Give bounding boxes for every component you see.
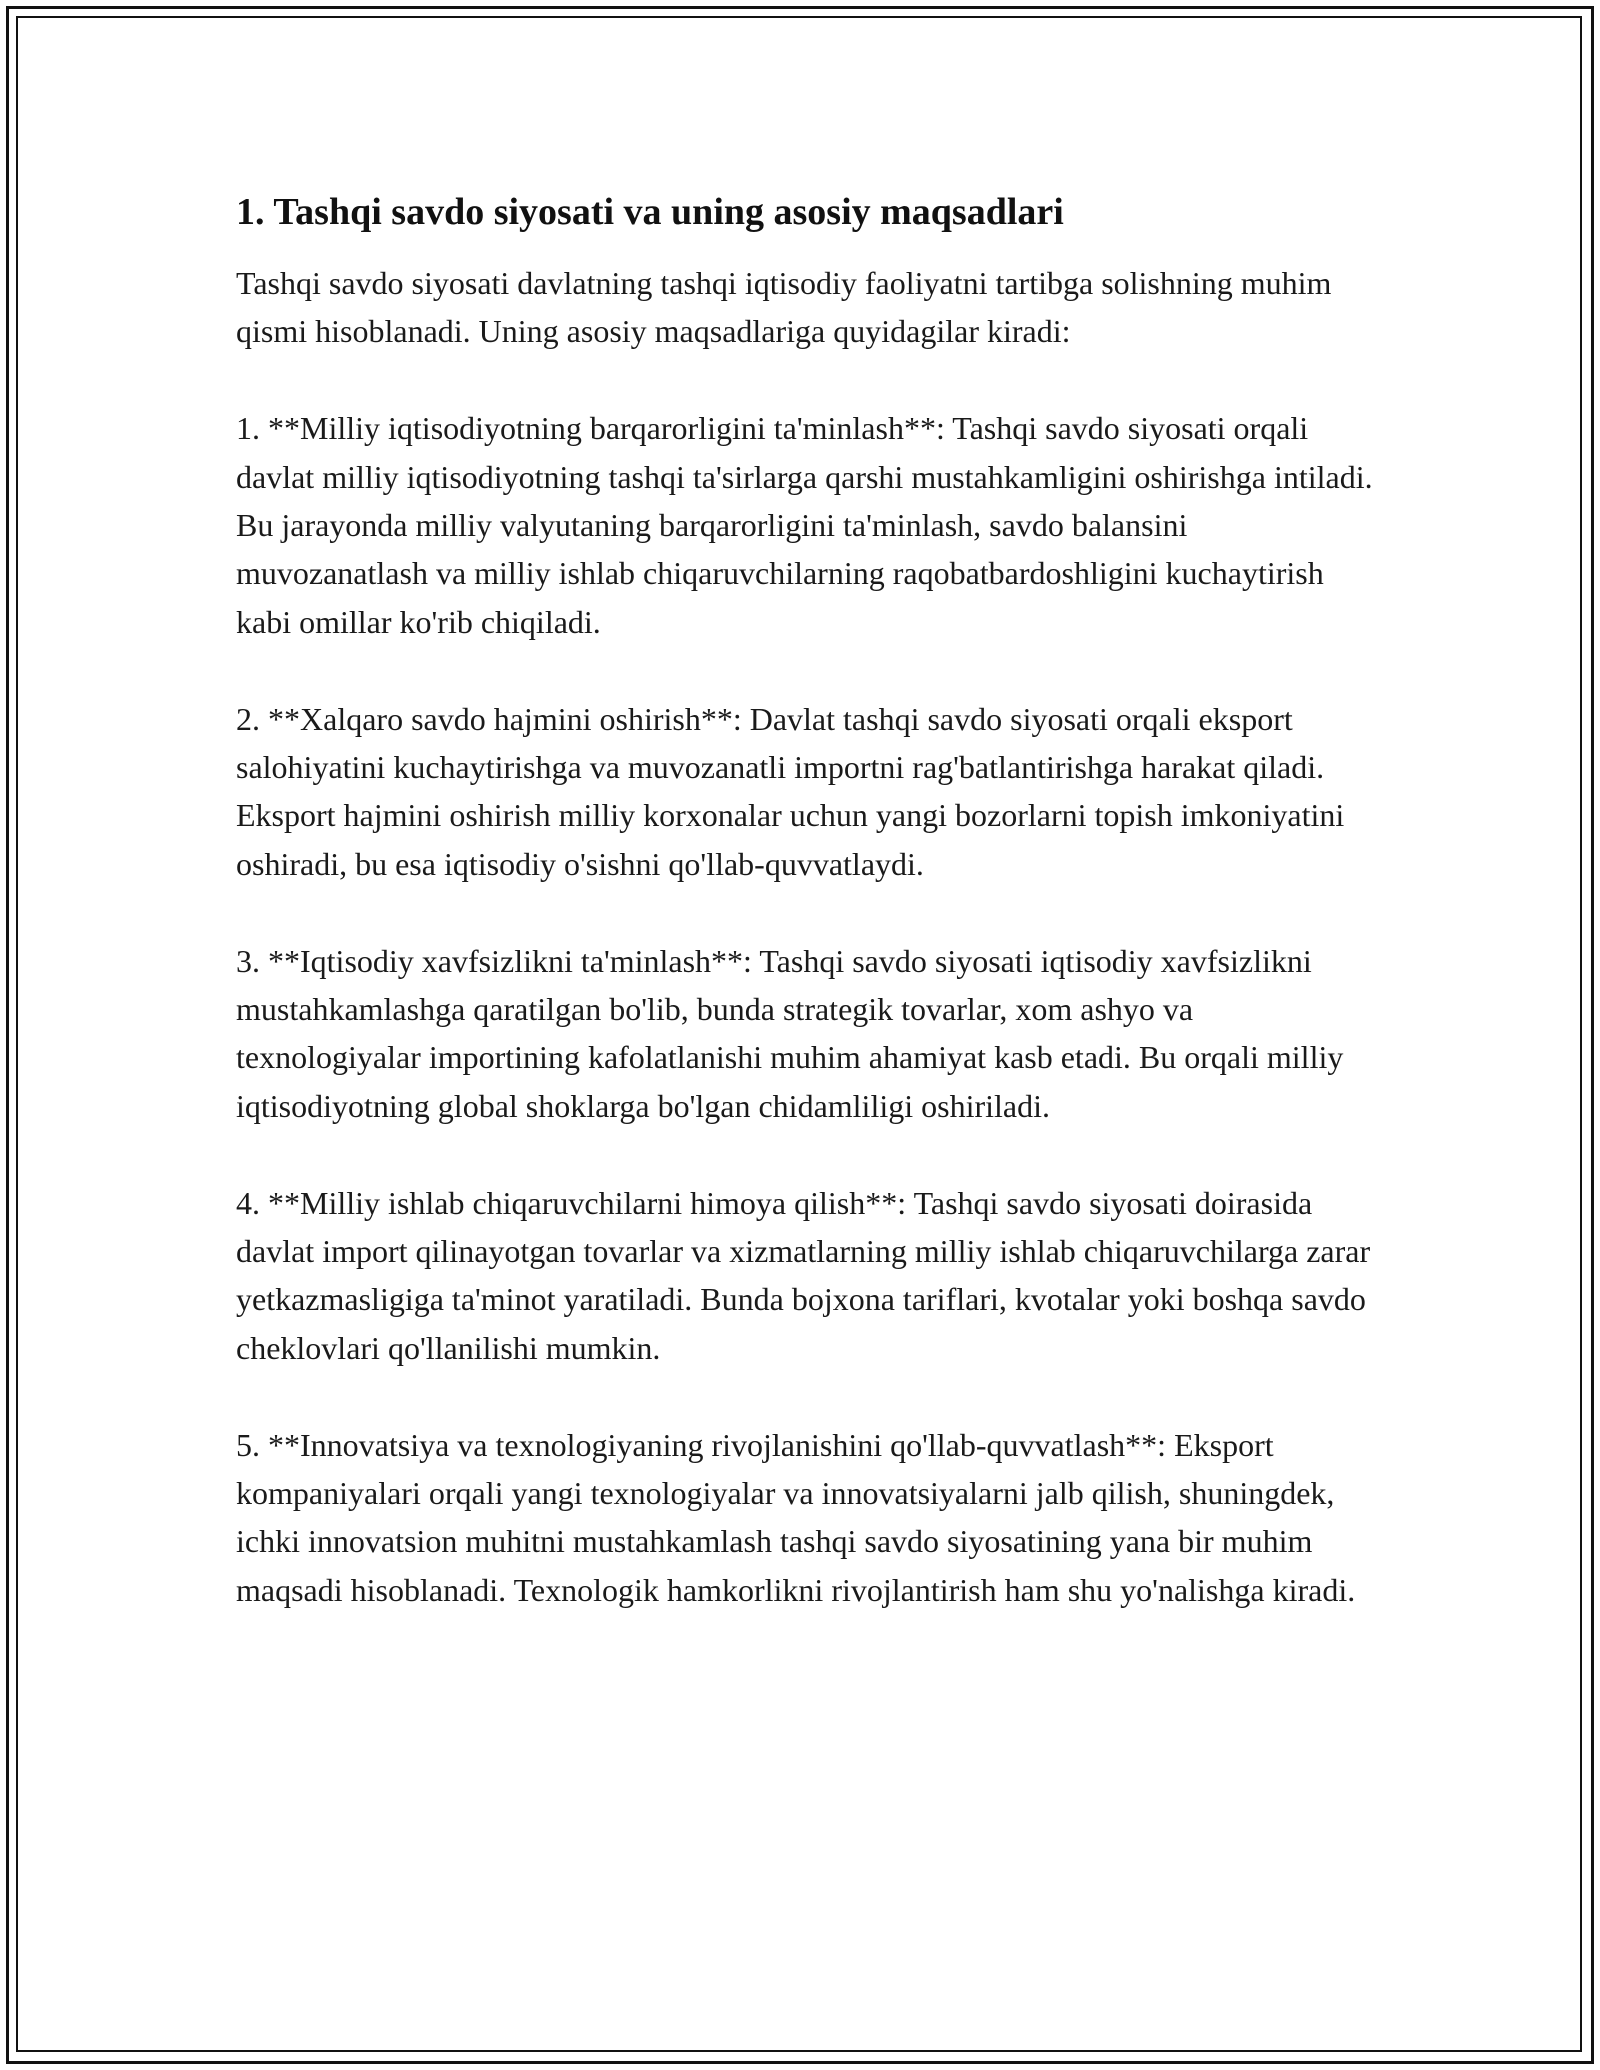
document-body — [236, 188, 1376, 1663]
list-item-3: 3. **Iqtisodiy xavfsizlikni ta'minlash**: Tashqi savdo siyosati iqtisodiy xavfsizlikni mustahkamlashga qaratilgan bo'lib, bunda strategik tovarlar, xom ashyo va texnologiyalar importining kafolatlanishi muhim ahamiyat kasb etadi. Bu orqali milliy iqtisodiyotning global shoklarga bo'lgan chidamliligi oshiriladi. — [236, 942, 1344, 1124]
list-item-5: 5. **Innovatsiya va texnologiyaning rivojlanishini qo'llab-quvvatlash**: Eksport kompaniyalari orqali yangi texnologiyalar va innovatsiyalarni jalb qilish, shuningdek, ichki innovatsion muhitni mustahkamlash tashqi savdo siyosatining yana bir muhim maqsadi hisoblanadi. Texnologik hamkorlikni rivojlantirish ham shu yo'nalishga kiradi. — [236, 1426, 1356, 1608]
list-item-4: 4. **Milliy ishlab chiqaruvchilarni himoya qilish**: Tashqi savdo siyosati doirasida davlat import qilinayotgan tovarlar va xizmatlarning milliy ishlab chiqaruvchilarga zarar yetkazmasligiga ta'minot yaratiladi. Bunda bojxona tariflari, kvotalar yoki boshqa savdo cheklovlari qo'llanilishi mumkin. — [236, 1184, 1371, 1366]
list-item-1: 1. **Milliy iqtisodiyotning barqarorligini ta'minlash**: Tashqi savdo siyosati orqali davlat milliy iqtisodiyotning tashqi ta'sirlarga qarshi mustahkamligini oshirishga intiladi. Bu jarayonda milliy valyutaning barqarorligini ta'minlash, savdo balansini muvozanatlash va milliy ishlab chiqaruvchilarning raqobatbardoshligini kuchaytirish kabi omillar ko'rib chiqiladi. — [236, 410, 1373, 640]
intro-paragraph: Tashqi savdo siyosati davlatning tashqi iqtisodiy faoliyatni tartibga solishning muhim qismi hisoblanadi. Uning asosiy maqsadlariga quyidagilar kiradi: — [236, 265, 1332, 350]
list-item-2: 2. **Xalqaro savdo hajmini oshirish**: Davlat tashqi savdo siyosati orqali eksport salohiyatini kuchaytirishga va muvozanatli importni rag'batlantirishga harakat qiladi. Eksport hajmini oshirish milliy korxonalar uchun yangi bozorlarni topish imkoniyatini oshiradi, bu esa iqtisodiy o'sishni qo'llab-quvvatlaydi. — [236, 700, 1345, 882]
section-heading: 1. Tashqi savdo siyosati va uning asosiy maqsadlari — [236, 191, 1064, 233]
